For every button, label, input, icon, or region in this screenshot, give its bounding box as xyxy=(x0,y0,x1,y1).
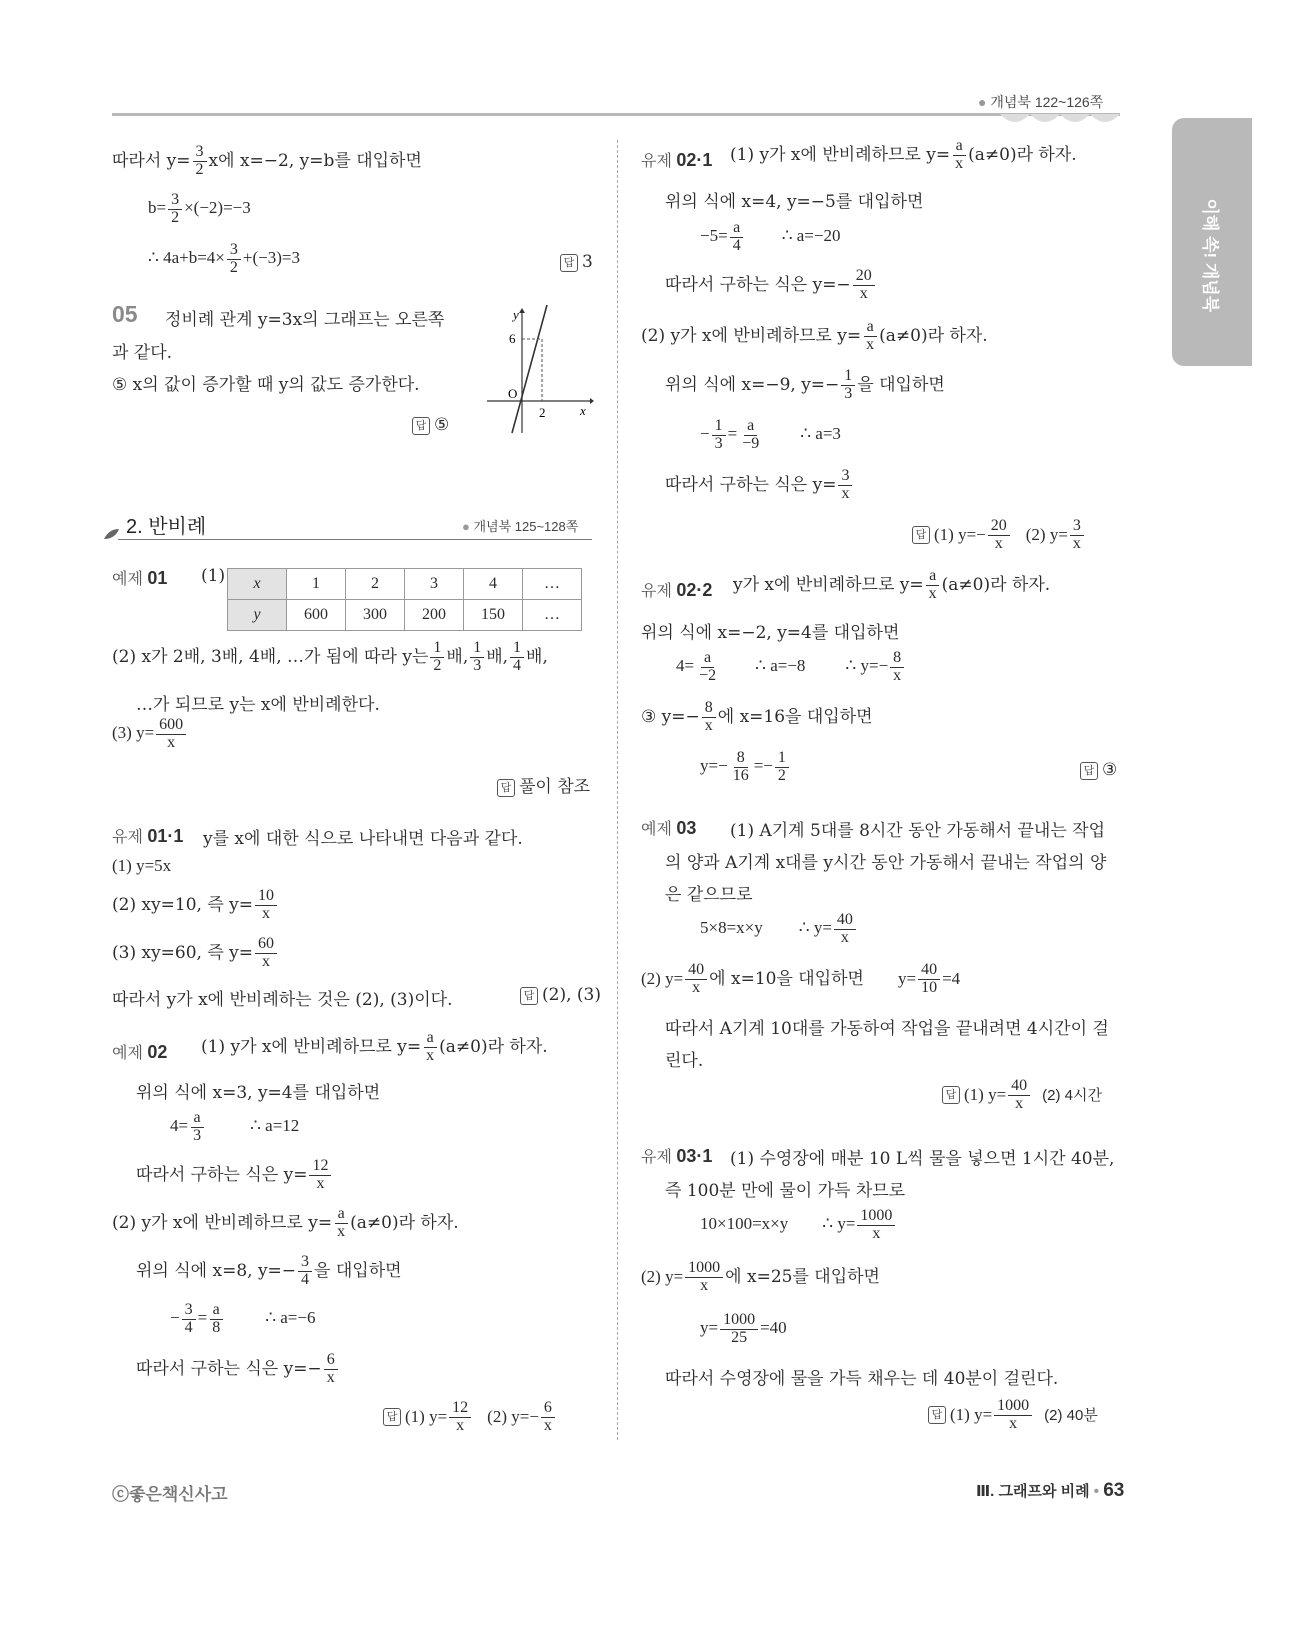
yu021-line-8: 따라서 구하는 식은 y= $\frac{3}{x}$ xyxy=(665,468,854,503)
answer-icon: 답 xyxy=(942,1086,960,1104)
yu031-line-5: y= $\frac{1000}{25}$ =40 xyxy=(700,1311,787,1346)
yu021-line-5: (2) y가 x에 반비례하므로 y= $\frac{a}{x}$ (a≠0)라 하자. xyxy=(641,318,988,353)
yu031-line-2: 즉 100분 만에 물이 가득 차므로 xyxy=(665,1181,906,1201)
yu021-line-4: 따라서 구하는 식은 y=− $\frac{20}{x}$ xyxy=(665,268,877,303)
ex03-line-7: 린다. xyxy=(665,1051,704,1071)
yu022-label: 유제 02·2 xyxy=(641,580,713,600)
yu031-label: 유제 03·1 xyxy=(641,1146,713,1166)
ex03-line-2: 의 양과 A기계 x대를 y시간 동안 가동해서 끝내는 작업의 양 xyxy=(665,853,1107,873)
graph-y-label: y xyxy=(513,307,519,322)
q05-text-2: 과 같다. xyxy=(112,343,173,363)
ex02-line-8: 따라서 구하는 식은 y=− $\frac{6}{x}$ xyxy=(136,1352,340,1387)
answer-icon: 답 xyxy=(383,1408,401,1426)
yu022-line-1: y가 x에 반비례하므로 y= $\frac{a}{x}$ (a≠0)라 하자. xyxy=(733,567,1051,602)
ex02-line-5: (2) y가 x에 반비례하므로 y= $\frac{a}{x}$ (a≠0)라 하자. xyxy=(112,1205,459,1240)
ex01-table xyxy=(227,568,582,631)
ex01-part2-cont: …가 되므로 y는 x에 반비례한다. xyxy=(136,695,380,715)
left-line-3: ∴ 4a+b=4× $\frac{3}{2}$ +(−3)=3 xyxy=(148,241,300,276)
header-wave-decoration xyxy=(1000,114,1122,130)
ex01-label: 예제 01 xyxy=(112,568,168,588)
table-cell: … xyxy=(523,569,582,600)
left-line-2: b= $\frac{3}{2}$ ×(−2)=−3 xyxy=(148,191,251,226)
footer-chapter: Ⅲ. 그래프와 비례 • 63 xyxy=(976,1480,1125,1501)
yu021-line-3: −5= $\frac{a}{4}$ ∴ a=−20 xyxy=(700,219,841,254)
ex03-line-6: 따라서 A기계 10대를 가동하여 작업을 끝내려면 4시간이 걸 xyxy=(665,1019,1109,1039)
yu031-line-4: (2) y= $\frac{1000}{x}$ 에 x=25를 대입하면 xyxy=(641,1259,880,1294)
graph-tick-6: 6 xyxy=(509,331,516,346)
yu021-line-6: 위의 식에 x=−9, y=− $\frac{1}{3}$ 을 대입하면 xyxy=(665,367,945,402)
answer-ex03: 답 (1) y= $\frac{40}{x}$ (2) 4시간 xyxy=(942,1078,1102,1113)
yu021-line-1: (1) y가 x에 반비례하므로 y= $\frac{a}{x}$ (a≠0)라 하자. xyxy=(730,137,1077,172)
ex02-line-2: 위의 식에 x=3, y=4를 대입하면 xyxy=(136,1083,381,1103)
table-cell: 4 xyxy=(464,569,523,600)
table-cell: 150 xyxy=(464,600,523,631)
graph-tick-2: 2 xyxy=(539,405,546,420)
ex03-line-1: (1) A기계 5대를 8시간 동안 가동해서 끝내는 작업 xyxy=(730,821,1105,841)
yu021-line-7: − $\frac{1}{3}$ = $\frac{a}{-9}$ ∴ a=3 xyxy=(700,417,841,452)
yu022-line-3: 4= $\frac{a}{-2}$ ∴ a=−8 ∴ y=− $\frac{8}{x}$ xyxy=(676,650,906,685)
ex03-line-5: (2) y= $\frac{40}{x}$ 에 x=10을 대입하면 y= $\frac{40}{10}$ =4 xyxy=(641,961,961,996)
left-line-1: 따라서 y= $\frac{3}{2}$ x에 x=−2, y=b를 대입하면 xyxy=(112,143,422,178)
table-cell: … xyxy=(523,600,582,631)
answer-icon: 답 xyxy=(1080,762,1098,780)
table-cell: 2 xyxy=(346,569,405,600)
yu022-line-5: y=− $\frac{8}{16}$ =− $\frac{1}{2}$ xyxy=(700,750,791,785)
yu021-line-2: 위의 식에 x=4, y=−5를 대입하면 xyxy=(665,192,924,212)
section-ref: ● 개념북 125~128쪽 xyxy=(462,519,579,534)
yu011-line-1: (1) y=5x xyxy=(112,856,172,875)
table-cell: 3 xyxy=(405,569,464,600)
answer-yu022: 답 ③ xyxy=(1080,760,1117,780)
answer-yu021: 답 (1) y=− $\frac{20}{x}$ (2) y= $\frac{3}{x}$ xyxy=(912,518,1086,553)
table-cell: 1 xyxy=(287,569,346,600)
yu011-text: y를 x에 대한 식으로 나타내면 다음과 같다. xyxy=(203,829,523,849)
graph-x-label: x xyxy=(580,403,586,418)
table-cell: 200 xyxy=(405,600,464,631)
yu011-line-2: (2) xy=10, 즉 y= $\frac{10}{x}$ xyxy=(112,888,279,923)
ex01-table-wrap xyxy=(227,568,582,631)
table-cell: y xyxy=(228,600,287,631)
ex02-label: 예제 02 xyxy=(112,1042,168,1062)
answer-ex02: 답 (1) y= $\frac{12}{x}$ (2) y=− $\frac{6}{x}$ xyxy=(383,1400,557,1435)
answer-icon: 답 xyxy=(412,417,430,435)
ex03-label: 예제 03 xyxy=(641,818,697,838)
answer-yu011: 답 (2), (3) xyxy=(520,985,601,1005)
table-cell: 600 xyxy=(287,600,346,631)
ex03-line-4: 5×8=x×y ∴ y= $\frac{40}{x}$ xyxy=(700,912,858,947)
graph-origin-label: O xyxy=(508,386,518,401)
footer-publisher: ⓒ좋은책신사고 xyxy=(112,1485,228,1504)
yu011-label: 유제 01·1 xyxy=(112,826,184,846)
column-divider xyxy=(617,140,618,1440)
table-cell: 300 xyxy=(346,600,405,631)
yu031-line-3: 10×100=x×y ∴ y= $\frac{1000}{x}$ xyxy=(700,1208,897,1243)
yu031-line-1: (1) 수영장에 매분 10 L씩 물을 넣으면 1시간 40분, xyxy=(730,1149,1115,1169)
ex02-line-6: 위의 식에 x=8, y=− $\frac{3}{4}$ 을 대입하면 xyxy=(136,1253,402,1288)
ex02-line-3: 4= $\frac{a}{3}$ ∴ a=12 xyxy=(170,1109,300,1144)
table-cell: x xyxy=(228,569,287,600)
answer-ex01: 답 풀이 참조 xyxy=(497,772,590,797)
section-title: 2. 반비례 xyxy=(126,516,207,538)
answer-05: 답 ⑤ xyxy=(412,415,449,435)
section-rule xyxy=(118,539,592,540)
header-rule xyxy=(112,113,1120,116)
yu022-line-4: ③ y=− $\frac{8}{x}$ 에 x=16을 대입하면 xyxy=(641,699,873,734)
page-number: 63 xyxy=(1103,1480,1125,1501)
q05-number: 05 xyxy=(112,301,138,327)
answer-yu031: 답 (1) y= $\frac{1000}{x}$ (2) 40분 xyxy=(928,1398,1098,1433)
answer-icon: 답 xyxy=(497,779,515,797)
yu021-label: 유제 02·1 xyxy=(641,150,713,170)
answer-icon: 답 xyxy=(912,526,930,544)
ex02-line-4: 따라서 구하는 식은 y= $\frac{12}{x}$ xyxy=(136,1158,333,1193)
ex02-line-1: (1) y가 x에 반비례하므로 y= $\frac{a}{x}$ (a≠0)라 하자. xyxy=(201,1029,548,1064)
answer-icon: 답 xyxy=(928,1406,946,1424)
ex01-part2: (2) x가 2배, 3배, 4배, …가 됨에 따라 y는 $\frac{1}{2}$ 배, $\frac{1}{3}$ 배, $\frac{1}{4}$ 배, xyxy=(112,639,548,674)
ex02-line-7: − $\frac{3}{4}$ = $\frac{a}{8}$ ∴ a=−6 xyxy=(170,1301,316,1336)
yu011-line-4: 따라서 y가 x에 반비례하는 것은 (2), (3)이다. xyxy=(112,990,453,1010)
q05-text-1: 정비례 관계 y=3x의 그래프는 오른쪽 xyxy=(165,310,445,330)
answer-icon: 답 xyxy=(520,987,538,1005)
q05-text-3: ⑤ x의 값이 증가할 때 y의 값도 증가한다. xyxy=(112,375,420,395)
yu022-line-2: 위의 식에 x=−2, y=4를 대입하면 xyxy=(641,623,900,643)
ex01-part3: (3) y= $\frac{600}{x}$ xyxy=(112,717,188,752)
ex01-part1: (1) xyxy=(201,566,226,586)
answer-04: 답 3 xyxy=(560,252,593,272)
yu031-line-6: 따라서 수영장에 물을 가득 채우는 데 40분이 걸린다. xyxy=(665,1369,1059,1389)
header-ref: ● 개념북 122~126쪽 xyxy=(978,94,1104,110)
yu011-line-3: (3) xy=60, 즉 y= $\frac{60}{x}$ xyxy=(112,936,279,971)
q05-graph xyxy=(482,305,594,437)
side-tab-label: 이해 쏙! 개념북 xyxy=(1200,198,1220,313)
answer-icon: 답 xyxy=(560,254,578,272)
ex03-line-3: 은 같으므로 xyxy=(665,885,753,905)
